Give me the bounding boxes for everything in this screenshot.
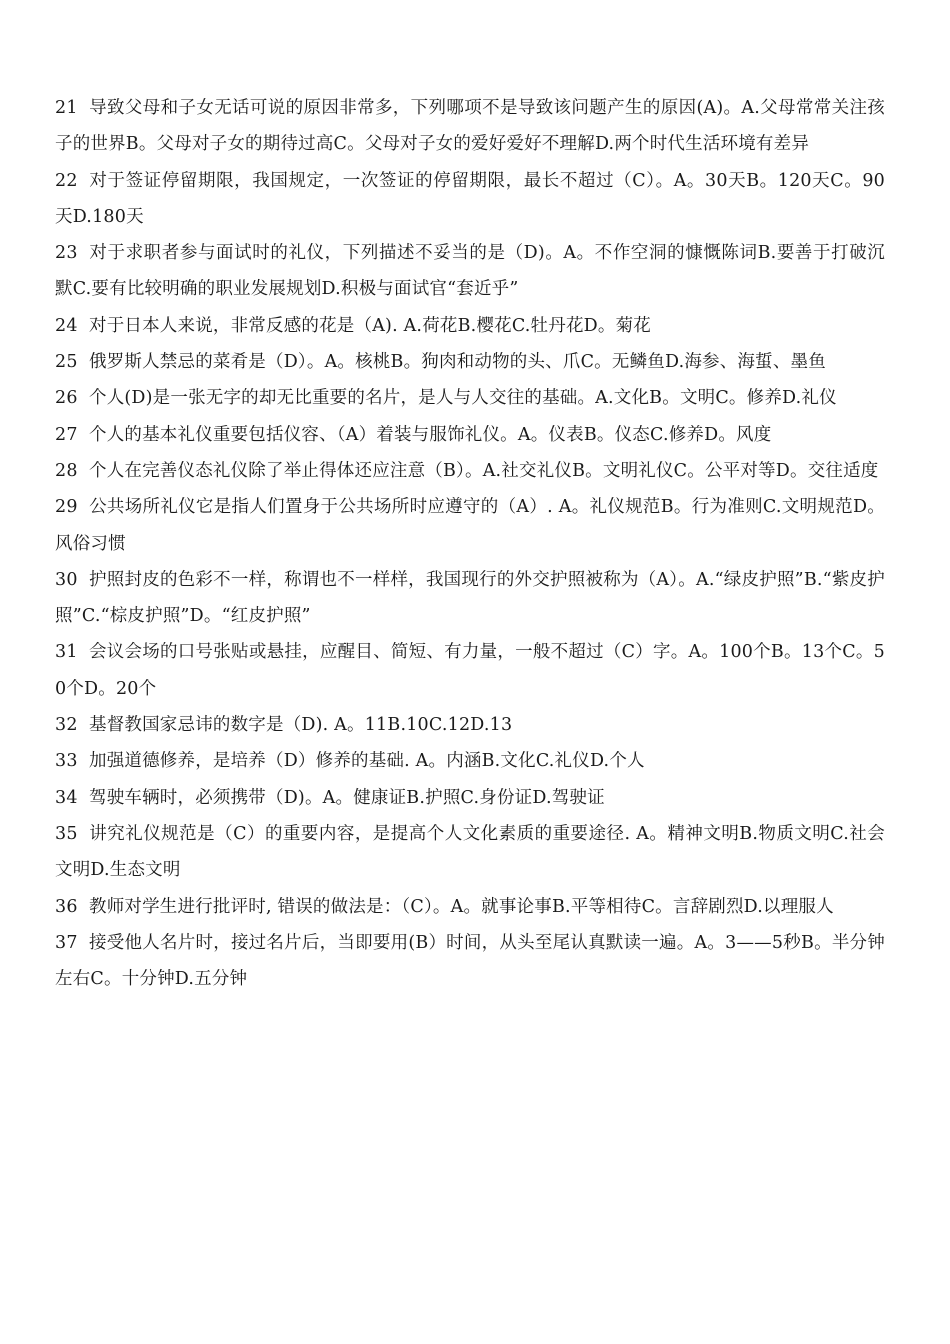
question-27 bbox=[55, 417, 885, 453]
question-number: 31 bbox=[55, 642, 78, 663]
question-list bbox=[55, 90, 885, 997]
question-26 bbox=[55, 380, 885, 416]
question-number: 30 bbox=[55, 569, 78, 590]
question-34 bbox=[55, 780, 885, 816]
question-number: 35 bbox=[55, 823, 78, 844]
question-text: 导致父母和子女无话可说的原因非常多，下列哪项不是导致该问题产生的原因(A)。A.父母常常关注孩子的世界B。父母对子女的期待过高C。父母对子女的爱好爱好不理解D.两个时代生活环境有差异 bbox=[55, 98, 885, 155]
question-text: 接受他人名片时，接过名片后，当即要用(B）时间，从头至尾认真默读一遍。A。3——5秒B。半分钟左右C。十分钟D.五分钟 bbox=[55, 932, 885, 990]
question-22 bbox=[55, 163, 885, 236]
question-number: 24 bbox=[55, 315, 78, 336]
question-number: 22 bbox=[55, 170, 78, 191]
question-number: 28 bbox=[55, 460, 78, 481]
question-number: 37 bbox=[55, 932, 78, 953]
question-number: 23 bbox=[55, 243, 78, 264]
question-text: 俄罗斯人禁忌的菜肴是（D）。A。核桃B。狗肉和动物的头、爪C。无鳞鱼D.海参、海蜇、墨鱼 bbox=[89, 352, 826, 373]
question-number: 33 bbox=[55, 751, 78, 772]
question-number: 34 bbox=[55, 787, 78, 808]
question-31 bbox=[55, 634, 885, 707]
question-37 bbox=[55, 925, 885, 998]
question-text: 对于求职者参与面试时的礼仪，下列描述不妥当的是（D)。A。不作空洞的慷慨陈词B.要善于打破沉默C.要有比较明确的职业发展规划D.积极与面试官“套近乎” bbox=[55, 243, 885, 300]
question-21 bbox=[55, 90, 885, 163]
question-text: 对于日本人来说，非常反感的花是（A). A.荷花B.樱花C.牡丹花D。菊花 bbox=[89, 315, 651, 336]
question-number: 25 bbox=[55, 352, 78, 373]
question-text: 对于签证停留期限，我国规定，一次签证的停留期限，最长不超过（C）。A。30天B。120天C。90天D.180天 bbox=[55, 170, 885, 227]
question-29 bbox=[55, 489, 885, 562]
question-text: 讲究礼仪规范是（C）的重要内容，是提高个人文化素质的重要途径. A。精神文明B.物质文明C.社会文明D.生态文明 bbox=[55, 823, 885, 881]
question-text: 护照封皮的色彩不一样，称谓也不一样样，我国现行的外交护照被称为（A）。A.“绿皮护照”B.“紫皮护照”C.“棕皮护照”D。“红皮护照” bbox=[55, 569, 885, 627]
question-23 bbox=[55, 235, 885, 308]
question-24 bbox=[55, 308, 885, 344]
question-number: 27 bbox=[55, 424, 78, 445]
question-text: 个人在完善仪态礼仪除了举止得体还应注意（B）。A.社交礼仪B。文明礼仪C。公平对等D。交往适度 bbox=[89, 460, 879, 481]
question-text: 加强道德修养，是培养（D）修养的基础. A。内涵B.文化C.礼仪D.个人 bbox=[89, 751, 645, 772]
question-32 bbox=[55, 707, 885, 743]
question-number: 32 bbox=[55, 715, 78, 736]
question-30 bbox=[55, 562, 885, 635]
question-33 bbox=[55, 743, 885, 779]
question-text: 个人的基本礼仪重要包括仪容、（A）着装与服饰礼仪。A。仪表B。仪态C.修养D。风度 bbox=[89, 424, 772, 445]
question-number: 21 bbox=[55, 98, 78, 118]
question-28 bbox=[55, 453, 885, 489]
question-number: 26 bbox=[55, 388, 78, 409]
question-text: 会议会场的口号张贴或悬挂，应醒目、简短、有力量，一般不超过（C）字。A。100个B。13个C。50个D。20个 bbox=[55, 642, 885, 699]
question-text: 教师对学生进行批评时, 错误的做法是：（C）。A。就事论事B.平等相待C。言辞剧烈D.以理服人 bbox=[89, 896, 834, 917]
question-text: 个人(D)是一张无字的却无比重要的名片，是人与人交往的基础。A.文化B。文明C。修养D.礼仪 bbox=[89, 388, 837, 409]
question-36 bbox=[55, 889, 885, 925]
question-text: 驾驶车辆时，必须携带（D)。A。健康证B.护照C.身份证D.驾驶证 bbox=[89, 787, 605, 808]
question-text: 基督教国家忌讳的数字是（D). A。11B.10C.12D.13 bbox=[89, 715, 513, 736]
question-text: 公共场所礼仪它是指人们置身于公共场所时应遵守的（A）. A。礼仪规范B。行为准则C.文明规范D。风俗习惯 bbox=[55, 497, 885, 554]
question-25 bbox=[55, 344, 885, 380]
question-number: 36 bbox=[55, 896, 78, 917]
question-35 bbox=[55, 816, 885, 889]
question-number: 29 bbox=[55, 497, 78, 518]
